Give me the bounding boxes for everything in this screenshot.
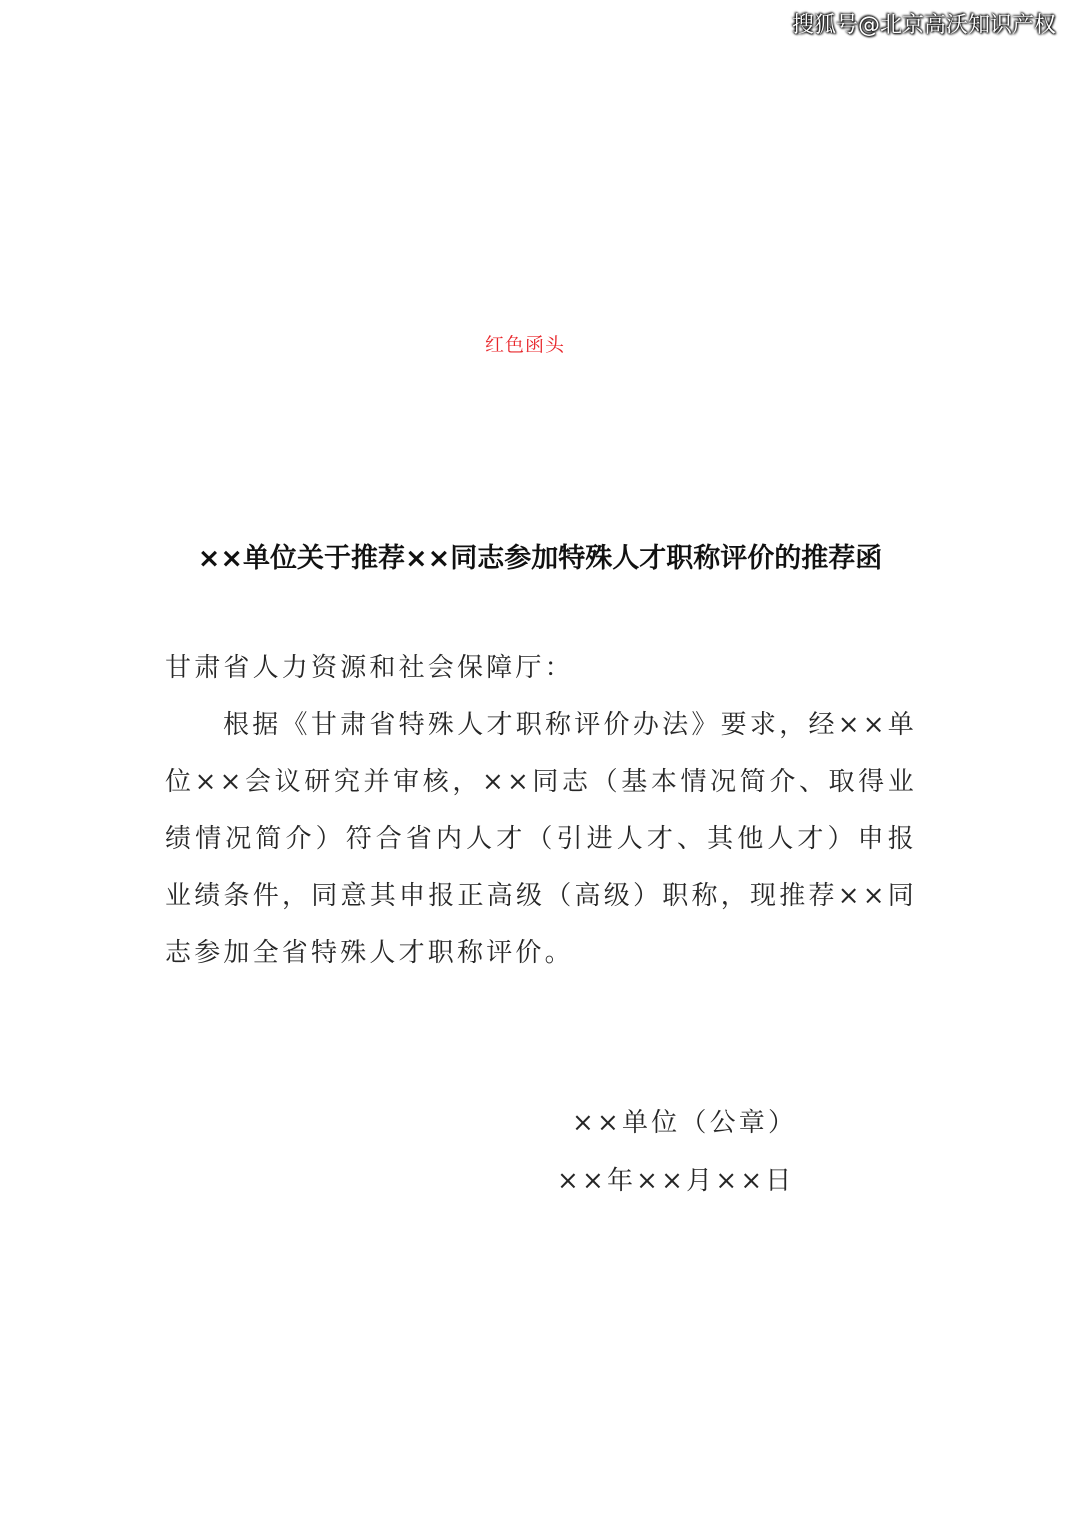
letterhead-placeholder: 红色函头 (484, 334, 565, 356)
body-paragraph: 根据《甘肃省特殊人才职称评价办法》要求，经××单位××会议研究并审核，××同志（基本情况简介、取得业绩情况简介）符合省内人才（引进人才、其他人才）申报业绩条件，同意其申报正高级（高级）职称，现推荐××同志参加全省特殊人才职称评价。 (165, 710, 917, 968)
source-watermark: 搜狐号@北京高沃知识产权 (791, 13, 1056, 38)
signature-date: ××年××月××日 (557, 1166, 795, 1196)
document-title: ××单位关于推荐××同志参加特殊人才职称评价的推荐函 (197, 543, 883, 574)
salutation: 甘肃省人力资源和社会保障厅： (165, 653, 574, 683)
signature-unit: ××单位（公章） (572, 1108, 798, 1138)
